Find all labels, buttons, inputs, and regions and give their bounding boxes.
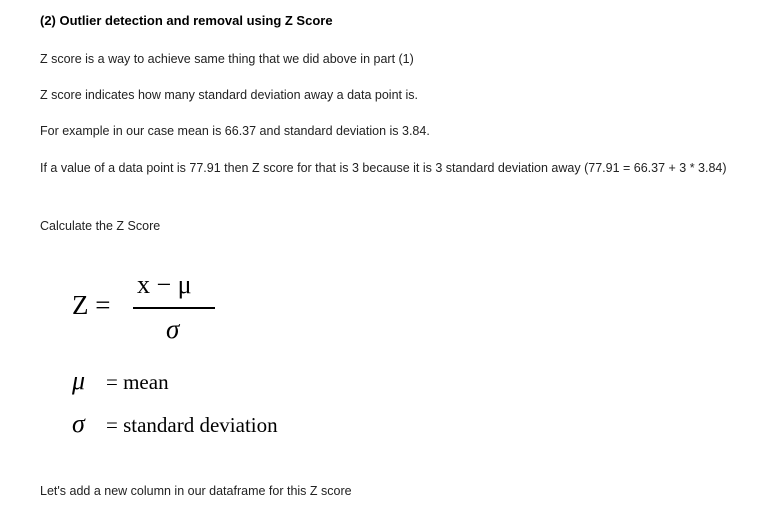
legend-definition-mean: = mean: [106, 370, 169, 394]
formula-numerator: x − μ: [137, 270, 192, 299]
formula-fraction-bar: [133, 307, 215, 309]
formula-denominator: σ: [166, 314, 180, 344]
paragraph-example-stats: For example in our case mean is 66.37 and standard deviation is 3.84.: [40, 124, 430, 138]
paragraph-zscore-intro: Z score is a way to achieve same thing that we did above in part (1): [40, 52, 414, 66]
paragraph-example-calculation: If a value of a data point is 77.91 then Z score for that is 3 because it is 3 standard deviation away (77.91 = 66.37 + 3 * 3.84): [40, 161, 727, 175]
paragraph-add-column: Let's add a new column in our dataframe for this Z score: [40, 484, 352, 498]
section-heading: (2) Outlier detection and removal using Z Score: [40, 13, 333, 28]
legend-row-mean: [72, 366, 169, 396]
legend-row-std: [72, 409, 278, 439]
legend-definition-std: = standard deviation: [106, 413, 278, 437]
paragraph-calculate-label: Calculate the Z Score: [40, 219, 161, 233]
paragraph-zscore-definition: Z score indicates how many standard deviation away a data point is.: [40, 88, 418, 102]
legend-symbol-sigma: σ: [72, 409, 85, 438]
legend-symbol-mu: μ: [72, 366, 86, 395]
formula-lhs: Z =: [72, 290, 111, 320]
